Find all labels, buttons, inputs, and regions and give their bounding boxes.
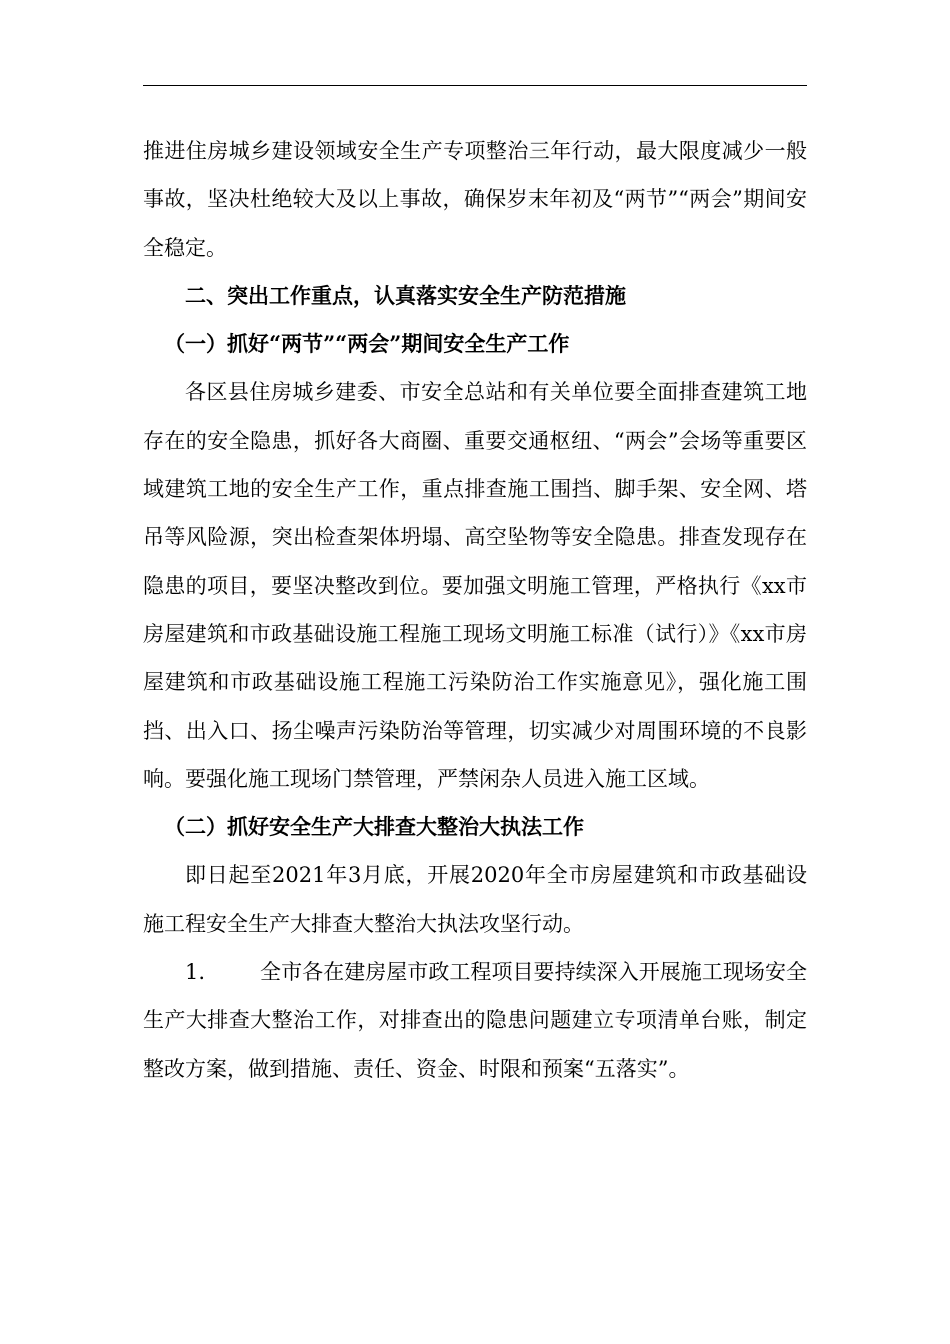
list-item-1: [143, 948, 807, 1093]
paragraph-2-2: 即日起至2021年3月底，开展2020年全市房屋建筑和市政基础设施工程安全生产大排查大整治大执法攻坚行动。: [143, 863, 807, 936]
paragraph-intro-tail: 推进住房城乡建设领域安全生产专项整治三年行动，最大限度减少一般事故，坚决杜绝较大及以上事故，确保岁末年初及“两节”“两会”期间安全稳定。: [143, 139, 807, 260]
document-body: [143, 127, 807, 1093]
section-heading-2: 二、突出工作重点，认真落实安全生产防范措施: [185, 282, 626, 308]
subsection-heading-2-2: （二）抓好安全生产大排查大整治大执法工作: [164, 814, 584, 840]
list-item-1-text: 全市各在建房屋市政工程项目要持续深入开展施工现场安全生产大排查大整治工作，对排查出的隐患问题建立专项清单台账，制定整改方案，做到措施、责任、资金、时限和预案“五落实”。: [143, 960, 807, 1081]
subsection-heading-2-1: （一）抓好“两节”“两会”期间安全生产工作: [164, 331, 570, 357]
paragraph-2-1: 各区县住房城乡建委、市安全总站和有关单位要全面排查建筑工地存在的安全隐患，抓好各大商圈、重要交通枢纽、“两会”会场等重要区域建筑工地的安全生产工作，重点排查施工围挡、脚手架、安全网、塔吊等风险源，突出检查架体坍塌、高空坠物等安全隐患。排查发现存在隐患的项目，要坚决整改到位。要加强文明施工管理，严格执行《xx市房屋建筑和市政基础设施工程施工现场文明施工标准（试行）》《xx市房屋建筑和市政基础设施工程施工污染防治工作实施意见》，强化施工围挡、出入口、扬尘噪声污染防治等管理，切实减少对周围环境的不良影响。要强化施工现场门禁管理，严禁闲杂人员进入施工区域。: [143, 380, 807, 791]
header-rule: [143, 85, 807, 86]
list-item-1-number: 1.: [185, 960, 206, 985]
